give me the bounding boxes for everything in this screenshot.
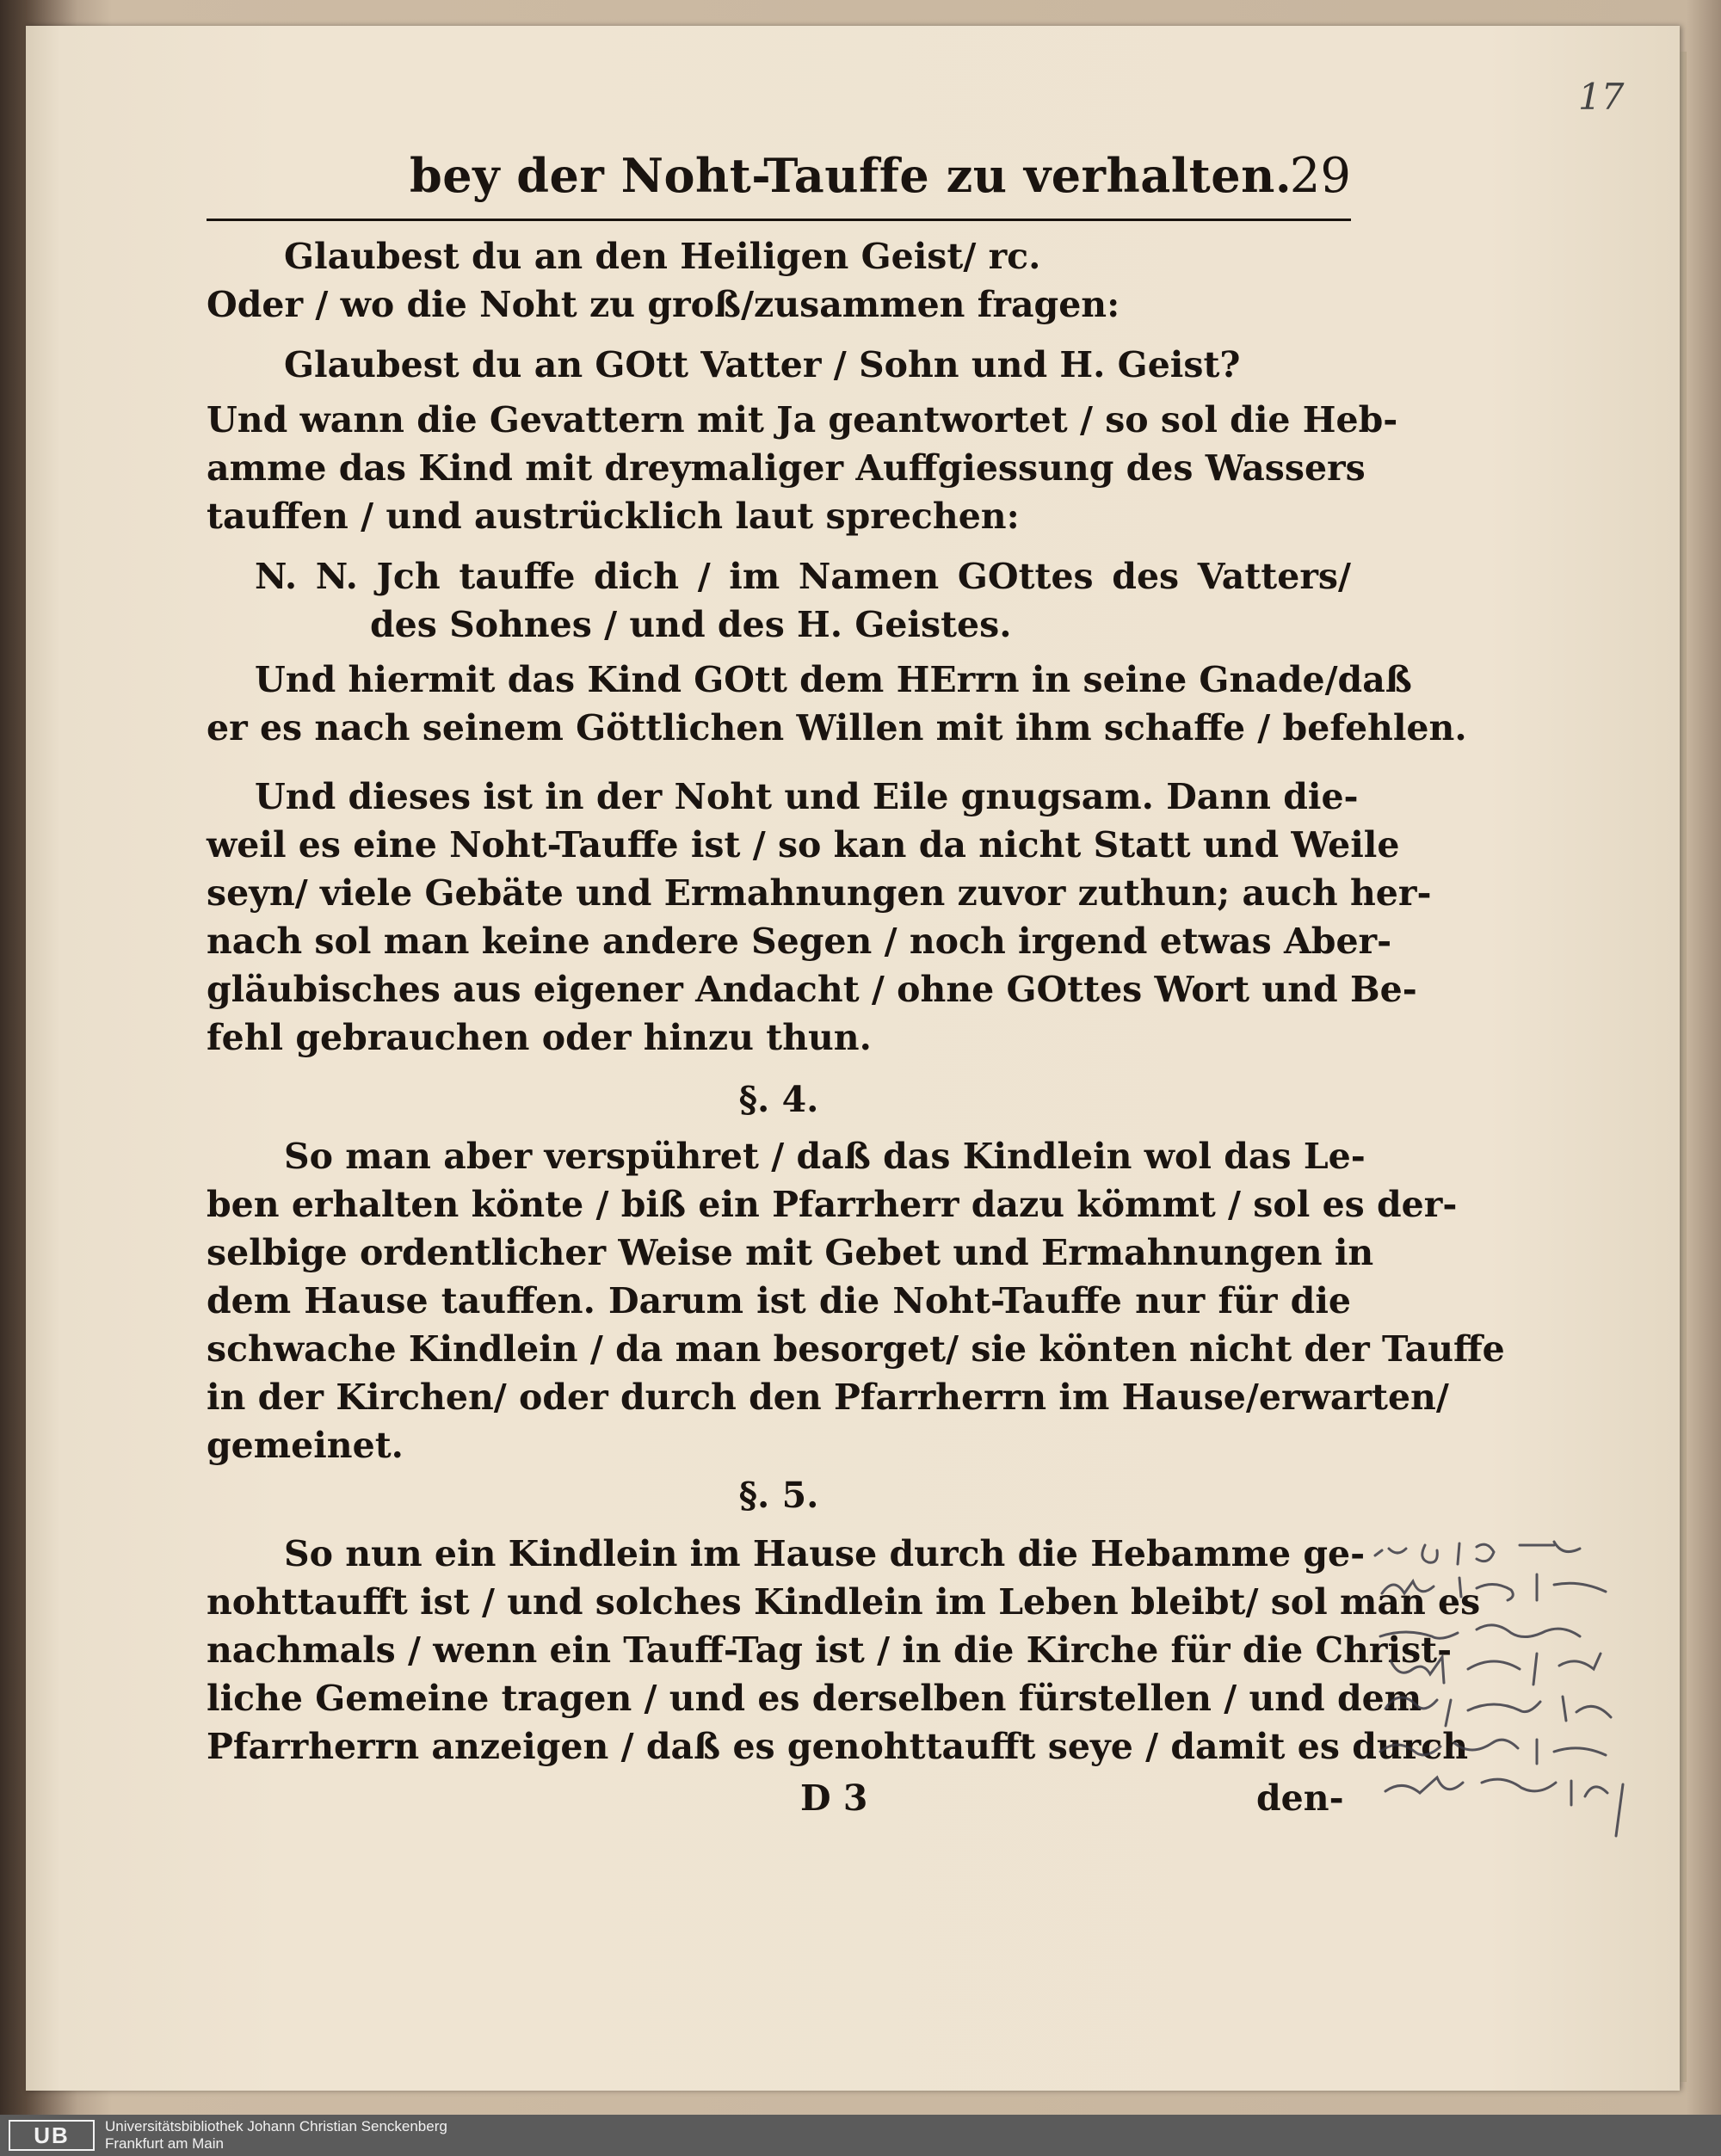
text-line: So man aber verspühret / daß das Kindlein wol das Le- <box>284 1136 1366 1177</box>
text-line: schwache Kindlein / da man besorget/ sie könten nicht der Tauffe <box>207 1328 1505 1370</box>
section-mark: §. 5. <box>738 1475 819 1516</box>
text-line: des Sohnes / und des H. Geistes. <box>370 604 1012 645</box>
text-line: Und wann die Gevattern mit Ja geantwortet / so sol die Heb- <box>207 399 1398 440</box>
signature-mark: D 3 <box>800 1777 868 1819</box>
footer-bar <box>0 2115 1721 2156</box>
text-line: dem Hause tauffen. Darum ist die Noht-Tauffe nur für die <box>207 1280 1351 1321</box>
library-logo: UB <box>9 2120 95 2151</box>
text-line: Glaubest du an den Heiligen Geist/ rc. <box>284 236 1041 277</box>
page-number: 29 <box>1289 148 1351 204</box>
text-line: weil es eine Noht-Tauffe ist / so kan da nicht Statt und Weile <box>207 824 1400 865</box>
handwritten-marginalia <box>1365 1540 1675 1919</box>
text-line: tauffen / und austrücklich laut sprechen: <box>207 496 1020 537</box>
catchword: den- <box>1256 1777 1344 1819</box>
text-line: gläubisches aus eigener Andacht / ohne GOttes Wort und Be- <box>207 969 1417 1010</box>
text-line: nohttaufft ist / und solches Kindlein im Leben bleibt/ sol man es <box>207 1581 1481 1623</box>
institution-city: Frankfurt am Main <box>105 2135 224 2152</box>
text-line: in der Kirchen/ oder durch den Pfarrherrn im Hause/erwarten/ <box>207 1377 1449 1418</box>
running-title: bey der Noht-Tauffe zu verhalten. <box>410 148 1292 203</box>
text-line: seyn/ viele Gebäte und Ermahnungen zuvor zuthun; auch her- <box>207 872 1432 914</box>
text-line: Glaubest du an GOtt Vatter / Sohn und H. Geist? <box>284 344 1241 385</box>
text-line: nach sol man keine andere Segen / noch irgend etwas Aber- <box>207 921 1392 962</box>
page-header <box>207 148 1351 217</box>
text-line: amme das Kind mit dreymaliger Auffgiessung des Wassers <box>207 447 1366 489</box>
text-line: ben erhalten könte / biß ein Pfarrherr dazu kömmt / sol es der- <box>207 1184 1458 1225</box>
text-line: So nun ein Kindlein im Hause durch die Hebamme ge- <box>284 1533 1366 1574</box>
text-line: fehl gebrauchen oder hinzu thun. <box>207 1017 872 1058</box>
text-line: liche Gemeine tragen / und es derselben fürstellen / und dem <box>207 1678 1422 1719</box>
institution-name: Universitätsbibliothek Johann Christian Senckenberg <box>105 2118 447 2134</box>
section-mark: §. 4. <box>738 1079 819 1120</box>
text-line: Oder / wo die Noht zu groß/zusammen fragen: <box>207 284 1120 325</box>
text-line: Pfarrherrn anzeigen / daß es genohttaufft seye / damit es durch <box>207 1726 1469 1767</box>
text-line: Und dieses ist in der Noht und Eile gnugsam. Dann die- <box>255 776 1359 817</box>
text-line: er es nach seinem Göttlichen Willen mit ihm schaffe / befehlen. <box>207 707 1467 748</box>
text-line: Und hiermit das Kind GOtt dem HErrn in seine Gnade/daß <box>255 659 1412 700</box>
library-credit <box>105 2118 447 2153</box>
header-rule <box>207 219 1351 221</box>
text-line: N. N. Jch tauffe dich / im Namen GOttes des Vatters/ <box>255 556 1351 597</box>
text-line: selbige ordentlicher Weise mit Gebet und Ermahnungen in <box>207 1232 1374 1273</box>
text-line: nachmals / wenn ein Tauff-Tag ist / in die Kirche für die Christ- <box>207 1629 1453 1671</box>
folio-stamp: 17 <box>1578 76 1625 118</box>
text-line: gemeinet. <box>207 1425 404 1466</box>
